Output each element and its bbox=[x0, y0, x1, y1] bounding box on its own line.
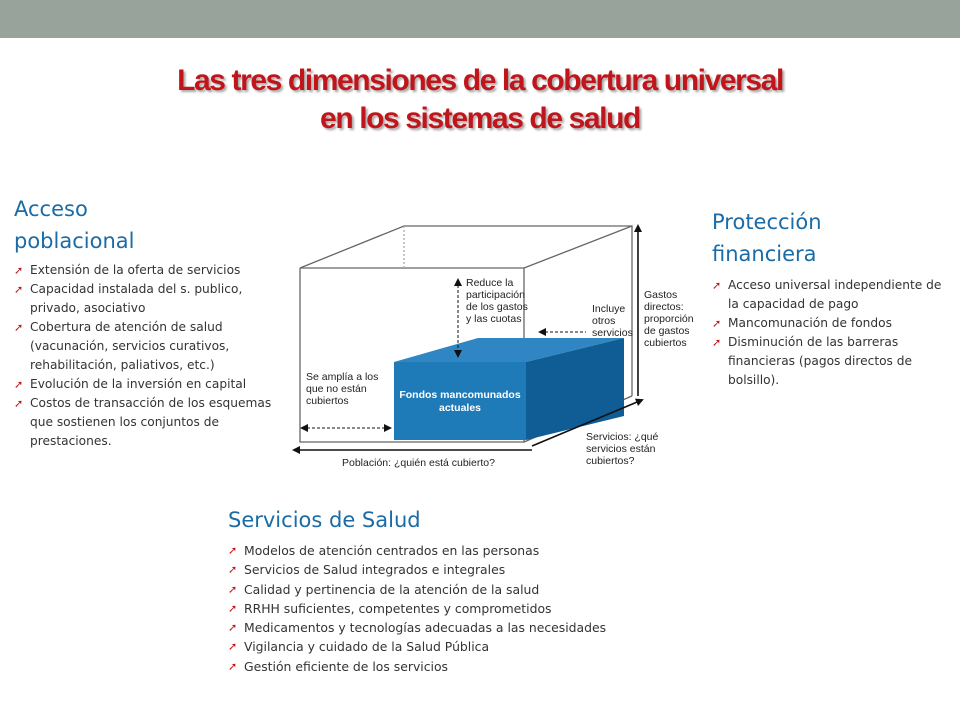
amplia-line-2: que no están bbox=[306, 383, 367, 395]
arrow-bullet-icon: ➚ bbox=[228, 621, 238, 635]
list-item-text: Extensión de la oferta de servicios bbox=[30, 263, 241, 277]
arrow-bullet-icon: ➚ bbox=[228, 544, 238, 557]
gastos-label bbox=[644, 289, 696, 349]
incluye-line-1: Incluye bbox=[592, 303, 626, 315]
cube-top-right-edge bbox=[524, 226, 632, 268]
servicios-q-label bbox=[586, 431, 661, 467]
list-item bbox=[712, 333, 944, 390]
arrow-bullet-icon: ➚ bbox=[228, 659, 238, 673]
incluye-line-2: otros bbox=[592, 315, 616, 327]
slide-title bbox=[0, 62, 960, 138]
acceso-heading-line-1: Acceso bbox=[14, 197, 88, 221]
reduce-label bbox=[466, 277, 531, 325]
list-item bbox=[712, 314, 944, 333]
reduce-line-3: de los gastos bbox=[466, 301, 528, 313]
title-line-2: en los sistemas de salud bbox=[320, 102, 640, 135]
list-item bbox=[14, 375, 289, 394]
list-item bbox=[14, 280, 289, 318]
fondos-label-line-1: Fondos mancomunados bbox=[399, 389, 521, 401]
servicios-heading: Servicios de Salud bbox=[228, 508, 421, 532]
arrow-bullet-icon: ➚ bbox=[228, 601, 238, 615]
servicios-list bbox=[228, 541, 648, 676]
list-item bbox=[228, 560, 648, 579]
proteccion-heading bbox=[712, 206, 944, 270]
proteccion-heading-line-2: financiera bbox=[712, 242, 817, 266]
acceso-heading-line-2: poblacional bbox=[14, 229, 135, 253]
list-item-text: Disminución de las barreras financieras (pagos directos de bolsillo). bbox=[728, 335, 913, 387]
list-item bbox=[228, 541, 648, 560]
arrow-bullet-icon: ➚ bbox=[712, 317, 722, 330]
servicios-q-line-3: cubiertos? bbox=[586, 455, 635, 467]
list-item-text: Evolución de la inversión en capital bbox=[30, 377, 247, 391]
fondos-label-line-2: actuales bbox=[438, 402, 482, 414]
arrow-bullet-icon: ➚ bbox=[14, 283, 24, 296]
arrow-bullet-icon: ➚ bbox=[14, 321, 24, 334]
list-item bbox=[228, 599, 648, 618]
reduce-line-2: participación bbox=[466, 289, 525, 301]
list-item-text: Mancomunación de fondos bbox=[728, 316, 892, 330]
poblacion-label: Población: ¿quién está cubierto? bbox=[342, 457, 495, 469]
list-item-text: Vigilancia y cuidado de la Salud Pública bbox=[244, 639, 490, 655]
list-item-text: Calidad y pertinencia de la atención de la salud bbox=[244, 581, 540, 597]
proteccion-heading-line-1: Protección bbox=[712, 210, 822, 234]
servicios-salud-section bbox=[228, 504, 648, 676]
reduce-line-4: y las cuotas bbox=[466, 313, 522, 325]
amplia-label bbox=[306, 371, 381, 407]
list-item bbox=[14, 318, 289, 375]
list-item bbox=[228, 637, 648, 656]
list-item-text: Medicamentos y tecnologías adecuadas a las necesidades bbox=[244, 620, 607, 636]
proteccion-financiera-section bbox=[712, 206, 944, 390]
list-item-text: Gestión eficiente de los servicios bbox=[244, 658, 449, 674]
arrow-bullet-icon: ➚ bbox=[712, 336, 722, 349]
amplia-line-1: Se amplía a los bbox=[306, 371, 379, 383]
fondos-box-front bbox=[394, 362, 526, 440]
servicios-q-line-2: servicios están bbox=[586, 443, 656, 455]
arrow-bullet-icon: ➚ bbox=[228, 640, 238, 654]
list-item bbox=[14, 261, 289, 280]
acceso-list bbox=[14, 261, 289, 451]
proteccion-list bbox=[712, 276, 944, 390]
title-line-1: Las tres dimensiones de la cobertura universal bbox=[177, 64, 783, 97]
fondos-box bbox=[394, 338, 624, 440]
list-item-text: Servicios de Salud integrados e integrales bbox=[244, 562, 506, 578]
incluye-line-3: servicios bbox=[592, 327, 633, 339]
list-item bbox=[228, 618, 648, 637]
top-bar bbox=[0, 0, 960, 38]
arrow-bullet-icon: ➚ bbox=[14, 397, 24, 410]
gastos-line-3: proporción bbox=[644, 313, 694, 325]
arrow-bullet-icon: ➚ bbox=[14, 378, 24, 391]
acceso-heading bbox=[14, 193, 289, 257]
incluye-label bbox=[592, 303, 633, 339]
amplia-line-3: cubiertos bbox=[306, 395, 349, 407]
list-item-text: Costos de transacción de los esquemas que sostienen los conjuntos de prestaciones. bbox=[30, 396, 272, 448]
list-item bbox=[228, 657, 648, 676]
list-item-text: Acceso universal independiente de la capacidad de pago bbox=[728, 278, 942, 311]
coverage-cube-diagram bbox=[286, 206, 696, 476]
arrow-bullet-icon: ➚ bbox=[14, 264, 24, 277]
list-item-text: Capacidad instalada del s. publico, privado, asociativo bbox=[30, 282, 243, 315]
list-item-text: Modelos de atención centrados en las personas bbox=[244, 543, 540, 558]
list-item bbox=[228, 580, 648, 599]
cube-svg bbox=[286, 206, 696, 476]
arrow-bullet-icon: ➚ bbox=[228, 582, 238, 596]
list-item-text: Cobertura de atención de salud (vacunación, servicios curativos, rehabilitación, paliativos, etc.) bbox=[30, 320, 230, 372]
arrow-bullet-icon: ➚ bbox=[228, 563, 238, 577]
gastos-line-4: de gastos bbox=[644, 325, 690, 337]
list-item-text: RRHH suficientes, competentes y comprometidos bbox=[244, 600, 552, 616]
servicios-q-line-1: Servicios: ¿qué bbox=[586, 431, 659, 443]
arrow-bullet-icon: ➚ bbox=[712, 279, 722, 292]
list-item bbox=[14, 394, 289, 451]
reduce-line-1: Reduce la bbox=[466, 277, 514, 289]
gastos-line-5: cubiertos bbox=[644, 337, 687, 349]
list-item bbox=[712, 276, 944, 314]
gastos-line-2: directos: bbox=[644, 301, 684, 313]
acceso-poblacional-section bbox=[14, 193, 289, 451]
gastos-line-1: Gastos bbox=[644, 289, 678, 301]
